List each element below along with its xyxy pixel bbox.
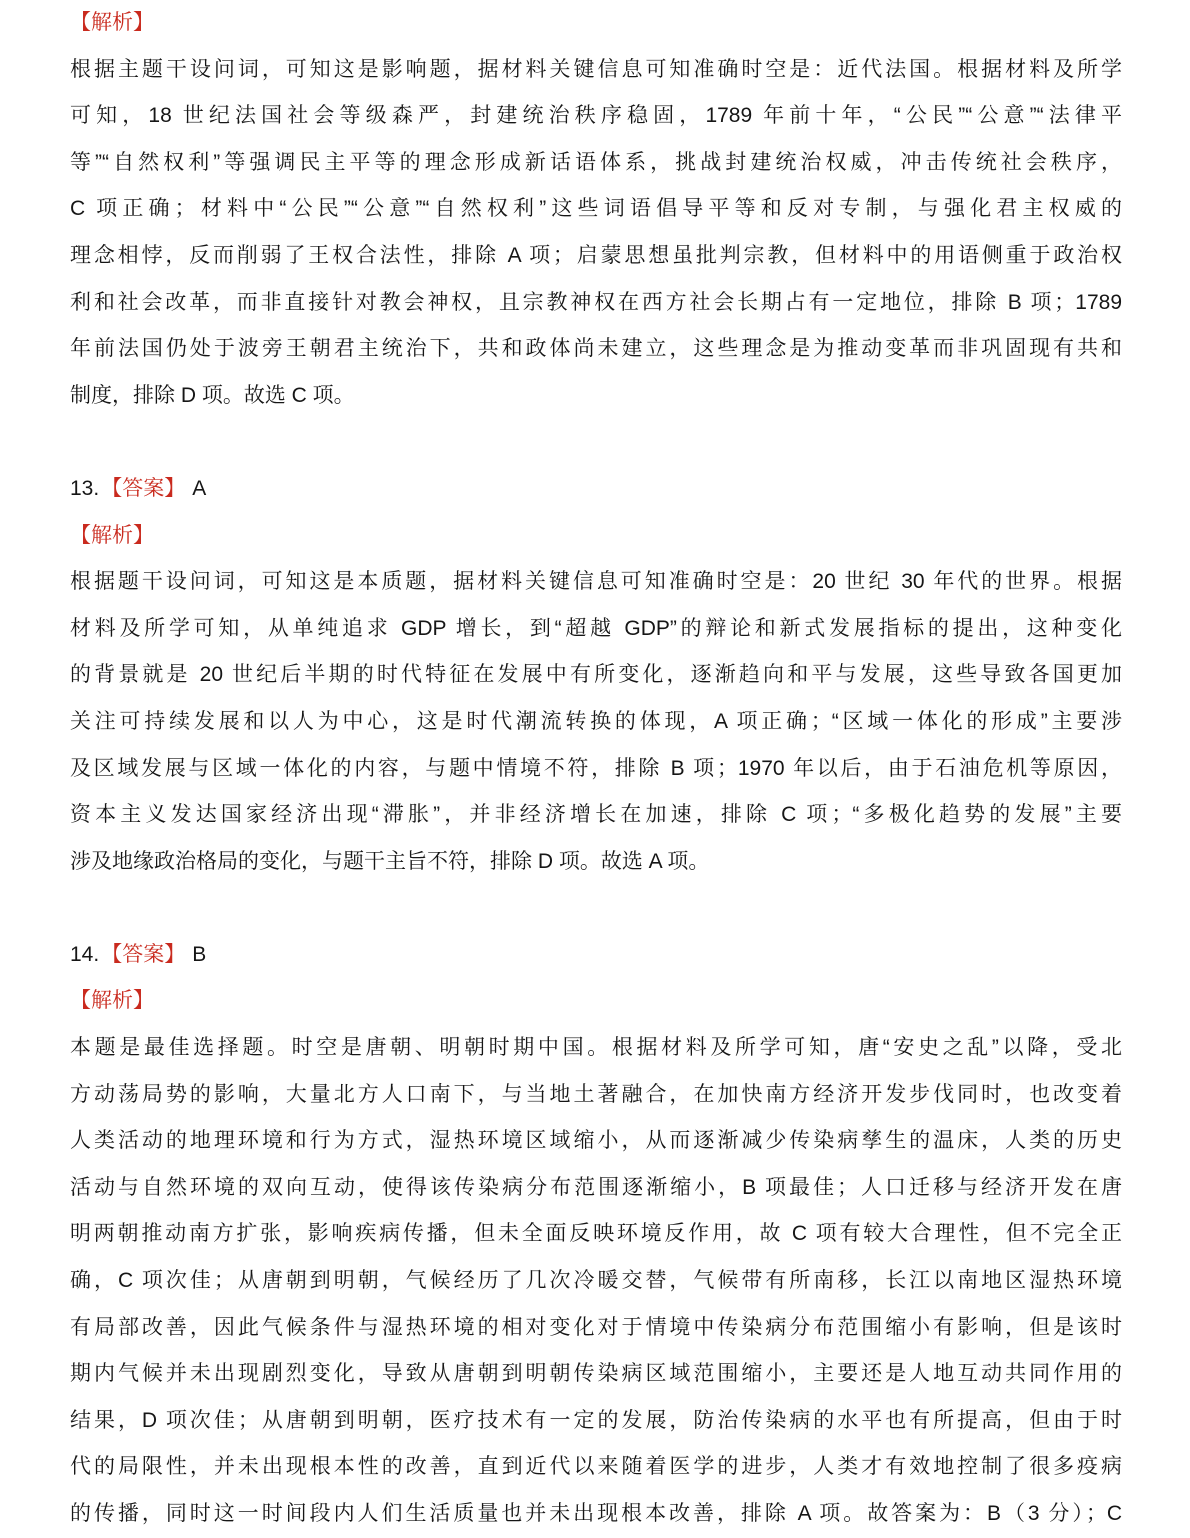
answer-value: B — [192, 942, 207, 966]
analysis-text-line: 的背景就是 20 世纪后半期的时代特征在发展中有所变化，逐渐趋向和平与发展，这些导致各国更加 — [70, 663, 1122, 687]
answer-label: 【答案】 — [101, 476, 186, 500]
analysis-text-line: 确，C 项次佳；从唐朝到明朝，气候经历了几次冷暖交替，气候带有所南移，长江以南地区湿热环境 — [70, 1269, 1122, 1293]
analysis-label: 【解析】 — [70, 989, 154, 1013]
analysis-text-line: 明两朝推动南方扩张，影响疾病传播，但未全面反映环境反作用，故 C 项有较大合理性，但不完全正 — [70, 1222, 1122, 1246]
analysis-text-line: 本题是最佳选择题。时空是唐朝、明朝时期中国。根据材料及所学可知，唐“安史之乱”以降，受北 — [70, 1036, 1122, 1060]
analysis-text-line: 等”“自然权利”等强调民主平等的理念形成新话语体系，挑战封建统治权威，冲击传统社会秩序， — [70, 150, 1122, 174]
analysis-text-line: 的传播，同时这一时间段内人们生活质量也并未出现根本改善，排除 A 项。故答案为：B（3 分）；C — [70, 1502, 1122, 1525]
analysis-text-line: 方动荡局势的影响，大量北方人口南下，与当地土著融合，在加快南方经济开发步伐同时，也改变着 — [70, 1082, 1122, 1106]
analysis-text-line: C 项正确；材料中“公民”“公意”“自然权利”这些词语倡导平等和反对专制，与强化君主权威的 — [70, 197, 1122, 221]
analysis-text-line: 涉及地缘政治格局的变化，与题干主旨不符，排除 D 项。故选 A 项。 — [70, 849, 710, 873]
analysis-text-line: 可知，18 世纪法国社会等级森严，封建统治秩序稳固，1789 年前十年，“公民”“公意”“法律平 — [70, 104, 1122, 128]
analysis-text-line: 制度，排除 D 项。故选 C 项。 — [70, 383, 355, 407]
analysis-text-line: 代的局限性，并未出现根本性的改善，直到近代以来随着医学的进步，人类才有效地控制了很多疫病 — [70, 1455, 1122, 1479]
analysis-text-line: 及区域发展与区域一体化的内容，与题中情境不符，排除 B 项；1970 年以后，由于石油危机等原因， — [70, 756, 1122, 780]
analysis-text-line: 关注可持续发展和以人为中心，这是时代潮流转换的体现，A 项正确；“区域一体化的形成”主要涉 — [70, 709, 1122, 733]
analysis-heading — [70, 978, 1122, 1025]
question-answer-line — [70, 932, 1122, 979]
analysis-heading — [70, 0, 1122, 47]
analysis-text-line: 根据题干设问词，可知这是本质题，据材料关键信息可知准确时空是：20 世纪 30 年代的世界。根据 — [70, 570, 1122, 594]
analysis-text-line: 年前法国仍处于波旁王朝君主统治下，共和政体尚未建立，这些理念是为推动变革而非巩固现有共和 — [70, 337, 1122, 361]
analysis-label: 【解析】 — [70, 523, 154, 547]
analysis-text-line: 利和社会改革，而非直接针对教会神权，且宗教神权在西方社会长期占有一定地位，排除 B 项；1789 — [70, 290, 1122, 314]
analysis-text-line: 理念相悖，反而削弱了王权合法性，排除 A 项；启蒙思想虽批判宗教，但材料中的用语侧重于政治权 — [70, 243, 1122, 267]
analysis-text-line: 结果，D 项次佳；从唐朝到明朝，医疗技术有一定的发展，防治传染病的水平也有所提高，但由于时 — [70, 1408, 1122, 1432]
analysis-text-line: 人类活动的地理环境和行为方式，湿热环境区域缩小，从而逐渐减少传染病孳生的温床，人类的历史 — [70, 1129, 1122, 1153]
blank-line — [70, 419, 1122, 466]
analysis-text-line: 材料及所学可知，从单纯追求 GDP 增长，到“超越 GDP”的辩论和新式发展指标的提出，这种变化 — [70, 616, 1122, 640]
analysis-text-line: 活动与自然环境的双向互动，使得该传染病分布范围逐渐缩小，B 项最佳；人口迁移与经济开发在唐 — [70, 1175, 1122, 1199]
question-number: 14. — [70, 942, 100, 966]
analysis-text-line: 资本主义发达国家经济出现“滞胀”，并非经济增长在加速，排除 C 项；“多极化趋势的发展”主要 — [70, 803, 1122, 827]
analysis-text-line: 期内气候并未出现剧烈变化，导致从唐朝到明朝传染病区域范围缩小，主要还是人地互动共同作用的 — [70, 1362, 1122, 1386]
analysis-text-line: 有局部改善，因此气候条件与湿热环境的相对变化对于情境中传染病分布范围缩小有影响，但是该时 — [70, 1315, 1122, 1339]
analysis-label: 【解析】 — [70, 11, 154, 34]
blank-line — [70, 885, 1122, 932]
analysis-text-line: 根据主题干设问词，可知这是影响题，据材料关键信息可知准确时空是：近代法国。根据材料及所学 — [70, 57, 1122, 81]
analysis-heading — [70, 513, 1122, 560]
question-number: 13. — [70, 476, 100, 500]
question-answer-line — [70, 466, 1122, 513]
answer-label: 【答案】 — [101, 942, 186, 966]
answer-value: A — [192, 476, 207, 500]
